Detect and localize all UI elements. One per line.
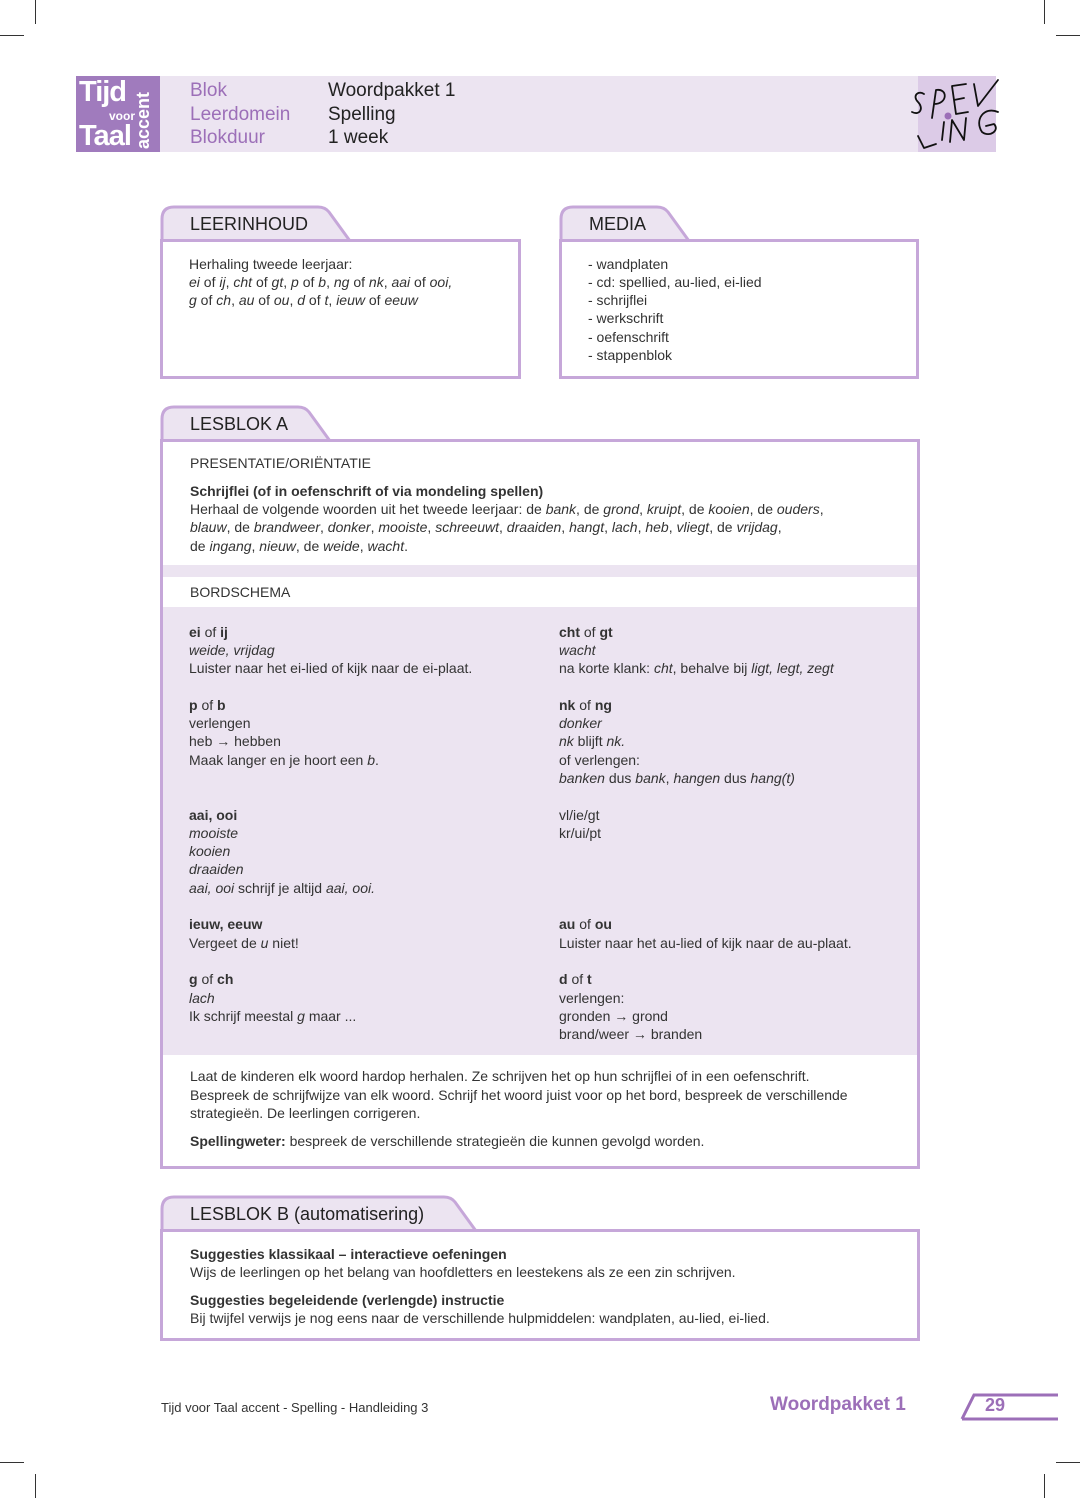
- rule-p-b-heading: p of b: [189, 697, 226, 713]
- rule-cht-gt-tip: na korte klank: cht, behalve bij ligt, legt, zegt: [559, 660, 834, 676]
- rule-p-b-line: heb → hebben: [189, 733, 281, 749]
- rule-g-ch-heading: g of ch: [189, 971, 234, 987]
- crop-mark: [0, 35, 24, 36]
- header-label-blokduur: Blokduur: [190, 127, 265, 148]
- header-label-blok: Blok: [190, 80, 227, 101]
- rule-d-t-line: brand/weer → branden: [559, 1026, 703, 1042]
- suggestion-text: Wijs de leerlingen op het belang van hoofdletters en leestekens als ze een zin schrijven.: [190, 1264, 736, 1280]
- presentatie-heading: PRESENTATIE/ORIËNTATIE: [190, 455, 371, 471]
- media-item: - stappenblok: [588, 347, 673, 363]
- leerinhoud-line2: ei of ij, cht of gt, p of b, ng of nk, aai of ooi,: [189, 274, 453, 290]
- rule-aai-ooi-example: draaiden: [189, 861, 244, 877]
- leerinhoud-title: LEERINHOUD: [190, 214, 309, 234]
- logo-word-voor: voor: [109, 109, 136, 123]
- crop-mark: [1056, 1462, 1080, 1463]
- rule-d-t-line: gronden → grond: [559, 1008, 668, 1024]
- tab-leerinhoud: [160, 205, 352, 241]
- rule-cht-gt-heading: cht of gt: [559, 624, 613, 640]
- closing-line: strategieën. De leerlingen corrigeren.: [190, 1105, 421, 1121]
- bordschema-heading: BORDSCHEMA: [190, 584, 291, 600]
- rule-cht-gt-example: wacht: [559, 642, 596, 658]
- rule-ei-ij-example: weide, vrijdag: [189, 642, 275, 658]
- rule-aai-ooi-example: mooiste: [189, 825, 239, 841]
- suggestion-heading: Suggesties begeleidende (verlengde) instructie: [190, 1292, 505, 1308]
- crop-mark: [1044, 1474, 1045, 1498]
- rule-d-t-line: verlengen:: [559, 990, 625, 1006]
- rule-g-ch-tip: Ik schrijf meestal g maar ...: [189, 1008, 357, 1024]
- rule-p-b-line: verlengen: [189, 715, 251, 731]
- tab-lesblok-a: [160, 405, 332, 441]
- media-item: - wandplaten: [588, 256, 669, 272]
- lesblok-a-title: LESBLOK A: [190, 414, 289, 434]
- words-line2: blauw, de brandweer, donker, mooiste, schreeuwt, draaiden, hangt, lach, heb, vliegt, de vrijdag,: [190, 519, 782, 535]
- logo-word-taal: Taal: [79, 120, 131, 152]
- rule-g-ch-example: lach: [189, 990, 215, 1006]
- closing-line: Laat de kinderen elk woord hardop herhalen. Ze schrijven het op hun schrijflei of in een oefenschrift.: [190, 1068, 810, 1084]
- media-item: - schrijflei: [588, 292, 648, 308]
- rule-vl-line: vl/ie/gt: [559, 807, 600, 823]
- media-title: MEDIA: [589, 214, 647, 234]
- rule-nk-ng-example: donker: [559, 715, 602, 731]
- rule-au-ou-heading: au of ou: [559, 916, 612, 932]
- header-label-leerdomein: Leerdomein: [190, 104, 291, 125]
- suggestion-heading: Suggesties klassikaal – interactieve oefeningen: [190, 1246, 507, 1262]
- rule-nk-ng-heading: nk of ng: [559, 697, 612, 713]
- words-line3: de ingang, nieuw, de weide, wacht.: [190, 538, 408, 554]
- rule-d-t-heading: d of t: [559, 971, 592, 987]
- closing-line: Bespreek de schrijfwijze van elk woord. Schrijf het woord juist voor op het bord, bespreek de verschillende: [190, 1087, 848, 1103]
- rule-nk-ng-line: of verlengen:: [559, 752, 640, 768]
- header-value-blokduur: 1 week: [328, 127, 389, 148]
- rule-p-b-tip: Maak langer en je hoort een b.: [189, 752, 379, 768]
- crop-mark: [1056, 35, 1080, 36]
- rule-ieuw-tip: Vergeet de u niet!: [189, 935, 299, 951]
- rule-ieuw-heading: ieuw, eeuw: [189, 916, 263, 932]
- spellingweter-note: Spellingweter: bespreek de verschillende strategieën die kunnen gevolgd worden.: [190, 1133, 705, 1149]
- rule-kr-line: kr/ui/pt: [559, 825, 602, 841]
- rule-nk-ng-line: banken dus bank, hangen dus hang(t): [559, 770, 795, 786]
- rule-aai-ooi-example: kooien: [189, 843, 231, 859]
- logo-word-tijd: Tijd: [79, 76, 127, 108]
- divider-band: [163, 565, 917, 577]
- schrijflei-heading: Schrijflei (of in oefenschrift of via mondeling spellen): [190, 483, 544, 499]
- media-item: - werkschrift: [588, 310, 664, 326]
- footer-woordpakket: Woordpakket 1: [770, 1394, 906, 1415]
- header-value-leerdomein: Spelling: [328, 104, 396, 125]
- crop-mark: [1044, 0, 1045, 24]
- rule-ei-ij-tip: Luister naar het ei-lied of kijk naar de ei-plaat.: [189, 660, 473, 676]
- crop-mark: [35, 1474, 36, 1498]
- footer-source: Tijd voor Taal accent - Spelling - Handleiding 3: [161, 1400, 429, 1415]
- tab-media: [559, 205, 691, 241]
- tab-lesblok-b: [160, 1195, 478, 1231]
- spelling-stamp-icon: [918, 76, 996, 152]
- words-line1: Herhaal de volgende woorden uit het tweede leerjaar: de bank, de grond, kruipt, de kooien, de ouders,: [190, 501, 824, 517]
- rule-aai-ooi-heading: aai, ooi: [189, 807, 238, 823]
- crop-mark: [35, 0, 36, 24]
- media-item: - oefenschrift: [588, 329, 669, 345]
- media-item: - cd: spellied, au-lied, ei-lied: [588, 274, 762, 290]
- suggestion-text: Bij twijfel verwijs je nog eens naar de verschillende hulpmiddelen: wandplaten, au-lied, ei-lied.: [190, 1310, 770, 1326]
- leerinhoud-line3: g of ch, au of ou, d of t, ieuw of eeuw: [189, 292, 418, 308]
- page-number-tab: [958, 1391, 1062, 1423]
- rule-au-ou-tip: Luister naar het au-lied of kijk naar de au-plaat.: [559, 935, 852, 951]
- brand-logo: [76, 76, 160, 152]
- logo-word-accent: accent: [133, 91, 153, 149]
- rule-aai-ooi-tip: aai, ooi schrijf je altijd aai, ooi.: [189, 880, 376, 896]
- lesblok-b-title: LESBLOK B (automatisering): [190, 1204, 425, 1224]
- leerinhoud-intro: Herhaling tweede leerjaar:: [189, 256, 353, 272]
- rule-nk-ng-line: nk blijft nk.: [559, 733, 626, 749]
- crop-mark: [0, 1462, 24, 1463]
- rule-ei-ij-heading: ei of ij: [189, 624, 228, 640]
- header-value-blok: Woordpakket 1: [328, 80, 456, 101]
- page-number: 29: [985, 1395, 1006, 1415]
